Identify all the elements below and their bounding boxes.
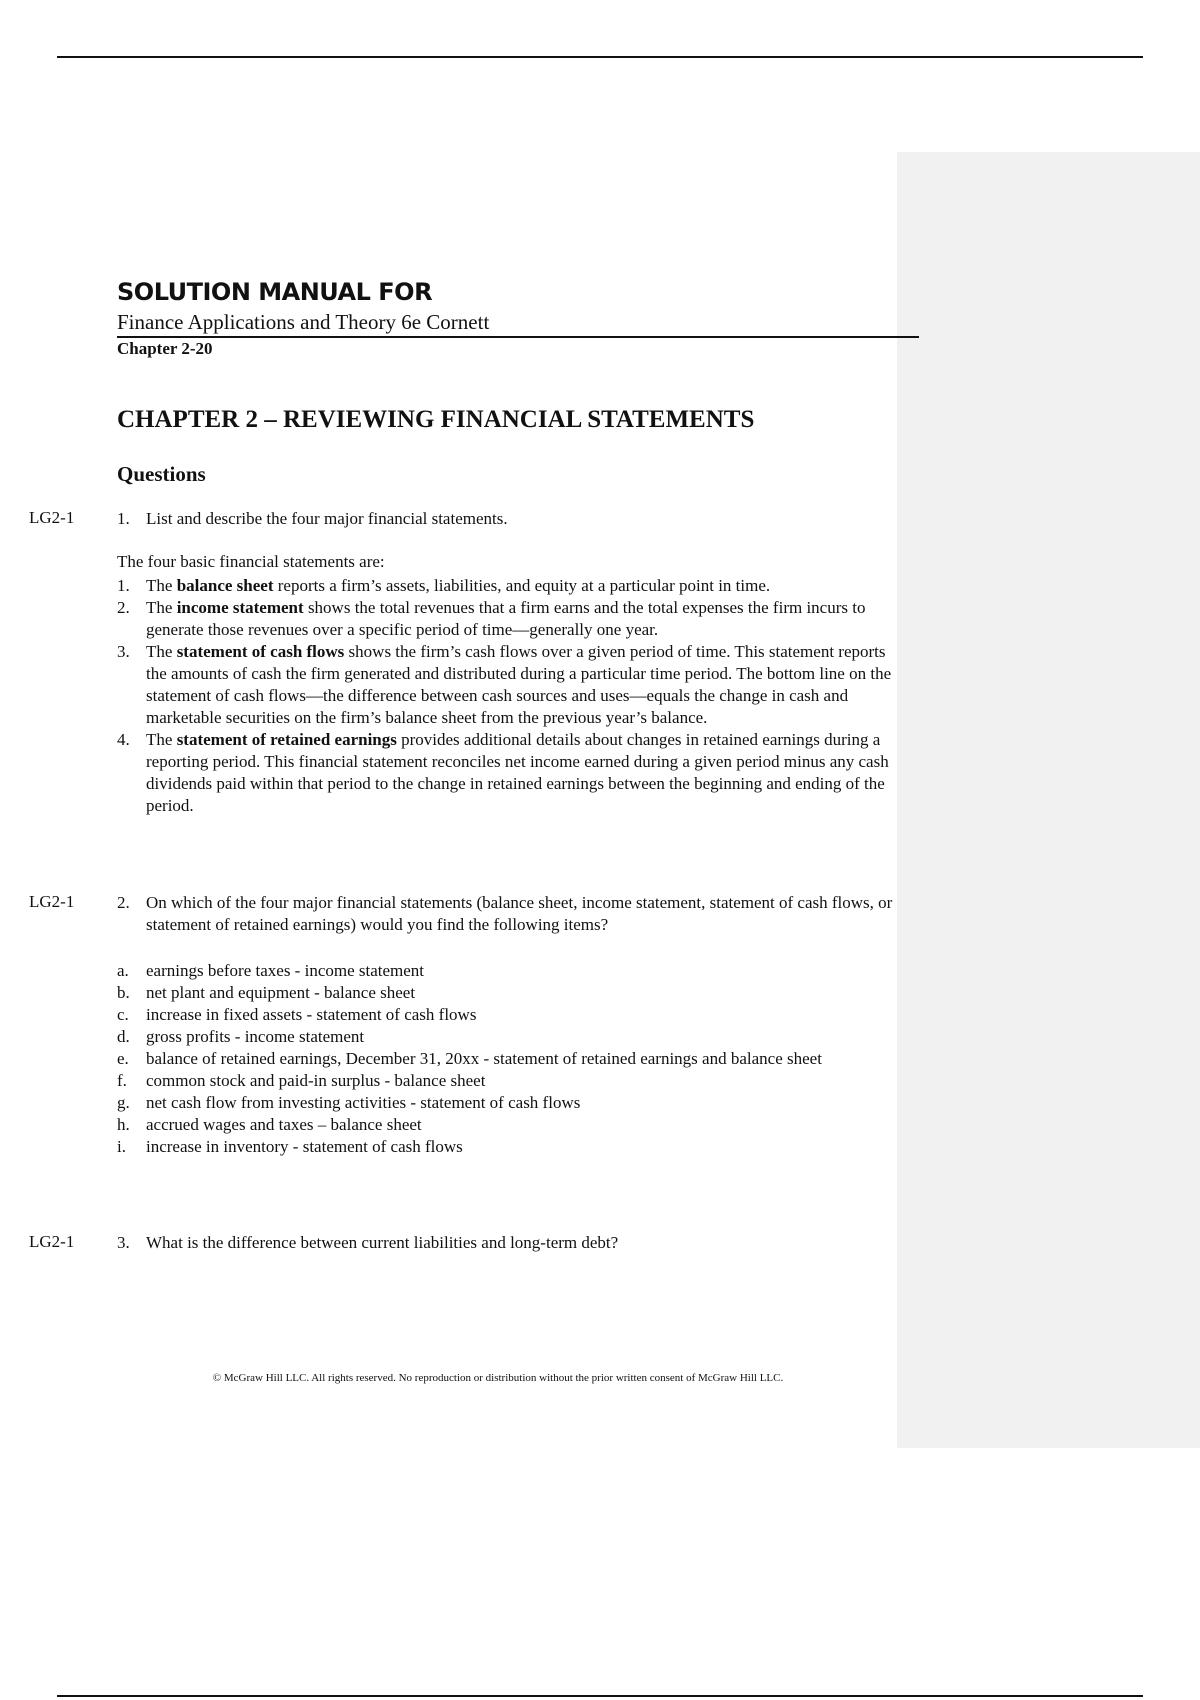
manual-brand-title: SOLUTION MANUAL FOR <box>117 278 433 306</box>
item-text: shows the firm’s cash flows over a given period of time. This statement reports the amounts of cash the firm generated and distributed during a particular time period. The bottom line on the statement of cash flows—the difference between cash sources and uses—equals the change in cash and marketable securities on the firm’s balance sheet from the previous year’s balance. <box>146 642 892 727</box>
item-text: accrued wages and taxes – balance sheet <box>146 1115 422 1134</box>
item-text: gross profits - income statement <box>146 1027 365 1046</box>
question-text: What is the difference between current liabilities and long-term debt? <box>146 1233 619 1252</box>
list-item <box>117 1004 897 1026</box>
header-rule <box>57 56 1143 58</box>
chapter-title: CHAPTER 2 – REVIEWING FINANCIAL STATEMENTS <box>117 406 755 433</box>
item-text: increase in inventory - statement of cash flows <box>146 1137 463 1156</box>
item-letter: e. <box>117 1049 129 1068</box>
item-text: net plant and equipment - balance sheet <box>146 983 416 1002</box>
item-text: The <box>146 598 177 617</box>
list-item <box>117 982 897 1004</box>
item-text: The <box>146 576 177 595</box>
list-item <box>117 1048 897 1070</box>
item-term: income statement <box>176 598 304 617</box>
item-text: The <box>146 642 177 661</box>
item-letter: g. <box>117 1093 130 1112</box>
item-text: earnings before taxes - income statement <box>146 961 425 980</box>
book-subtitle: Finance Applications and Theory 6e Cornett <box>117 310 490 334</box>
question-text: On which of the four major financial statements (balance sheet, income statement, statement of cash flows, or statement of retained earnings) would you find the following items? <box>146 893 893 934</box>
list-item <box>117 1092 897 1114</box>
question-1 <box>117 508 897 530</box>
item-number: 1. <box>117 576 130 595</box>
learning-goal-label: LG2-1 <box>29 1232 75 1251</box>
item-text: shows the total revenues that a firm earns and the total expenses the firm incurs to generate those revenues over a specific period of time—generally one year. <box>146 598 866 639</box>
item-letter: a. <box>117 961 129 980</box>
answer-intro: The four basic financial statements are: <box>117 552 385 571</box>
list-item <box>117 960 897 982</box>
comment-margin-pane <box>897 152 1200 1448</box>
list-item <box>117 641 897 729</box>
item-number: 2. <box>117 598 130 617</box>
list-item <box>117 1114 897 1136</box>
item-number: 3. <box>117 642 130 661</box>
copyright-notice: © McGraw Hill LLC. All rights reserved. No reproduction or distribution without the prior written consent of McGraw Hill LLC. <box>212 1372 784 1384</box>
item-letter: c. <box>117 1005 129 1024</box>
list-item <box>117 729 897 817</box>
item-term: balance sheet <box>176 576 274 595</box>
question-number: 2. <box>117 893 130 912</box>
item-term: statement of cash flows <box>176 642 345 661</box>
list-item <box>117 1026 897 1048</box>
q1-answer-list <box>117 575 897 817</box>
learning-goal-label: LG2-1 <box>29 508 75 527</box>
item-term: statement of retained earnings <box>176 730 397 749</box>
q2-answer-list <box>117 960 897 1158</box>
list-item <box>117 575 897 597</box>
question-3 <box>117 1232 897 1254</box>
chapter-reference: Chapter 2-20 <box>117 339 213 358</box>
item-text: increase in fixed assets - statement of cash flows <box>146 1005 477 1024</box>
item-letter: i. <box>117 1137 126 1156</box>
question-number: 3. <box>117 1233 130 1252</box>
question-2 <box>117 892 897 936</box>
footer-rule <box>57 1695 1143 1697</box>
subtitle-rule <box>117 336 919 338</box>
section-heading: Questions <box>117 462 206 486</box>
item-text: balance of retained earnings, December 31, 20xx - statement of retained earnings and balance sheet <box>146 1049 822 1068</box>
item-letter: h. <box>117 1115 130 1134</box>
question-number: 1. <box>117 509 130 528</box>
item-text: reports a firm’s assets, liabilities, and equity at a particular point in time. <box>273 576 771 595</box>
item-text: net cash flow from investing activities - statement of cash flows <box>146 1093 581 1112</box>
list-item <box>117 1070 897 1092</box>
item-letter: f. <box>117 1071 127 1090</box>
item-text: provides additional details about changes in retained earnings during a reporting period. This financial statement reconciles net income earned during a given period minus any cash dividends paid within that period to the change in retained earnings between the beginning and ending of the period. <box>146 730 889 815</box>
list-item <box>117 597 897 641</box>
item-text: The <box>146 730 177 749</box>
item-letter: d. <box>117 1027 130 1046</box>
item-letter: b. <box>117 983 130 1002</box>
item-text: common stock and paid-in surplus - balance sheet <box>146 1071 486 1090</box>
learning-goal-label: LG2-1 <box>29 892 75 911</box>
list-item <box>117 1136 897 1158</box>
item-number: 4. <box>117 730 130 749</box>
question-text: List and describe the four major financial statements. <box>146 509 508 528</box>
